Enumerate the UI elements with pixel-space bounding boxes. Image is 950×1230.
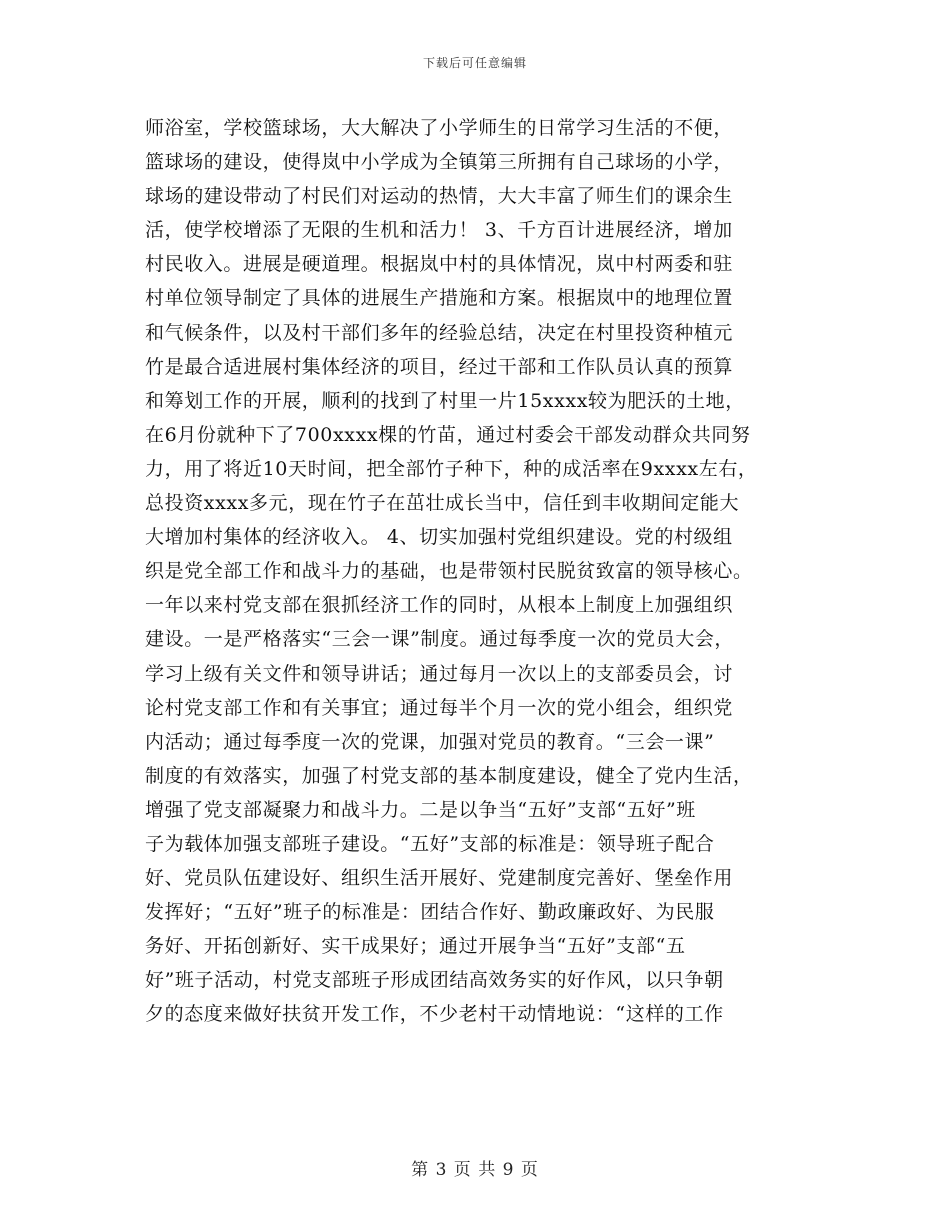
text-line: 论村党支部工作和有关事宜；通过每半个月一次的党小组会，组织党: [145, 696, 734, 719]
body-text: [145, 111, 810, 1032]
text-line: 村单位领导制定了具体的进展生产措施和方案。根据岚中的地理位置: [145, 287, 734, 310]
text-line: 篮球场的建设，使得岚中小学成为全镇第三所拥有自己球场的小学，: [145, 151, 734, 174]
text-line: 夕的态度来做好扶贫开发工作，不少老村干动情地说：“这样的工作: [145, 1003, 724, 1026]
text-line: 务好、开拓创新好、实干成果好；通过开展争当“五好”支部“五: [145, 935, 686, 958]
text-line: 和筹划工作的开展，顺利的找到了村里一片15xxxx较为肥沃的土地，: [145, 389, 745, 412]
text-line: 子为载体加强支部班子建设。“五好”支部的标准是：领导班子配合: [145, 832, 715, 855]
text-line: 和气候条件，以及村干部们多年的经验总结，决定在村里投资种植元: [145, 321, 734, 344]
text-line: 活，使学校增添了无限的生机和活力！ 3、千方百计进展经济，增加: [145, 219, 733, 242]
text-line: 学习上级有关文件和领导讲话；通过每月一次以上的支部委员会，讨: [145, 662, 734, 685]
text-line: 村民收入。进展是硬道理。根据岚中村的具体情况，岚中村两委和驻: [145, 253, 734, 276]
text-line: 织是党全部工作和战斗力的基础，也是带领村民脱贫致富的领导核心。: [145, 560, 753, 583]
text-line: 一年以来村党支部在狠抓经济工作的同时，从根本上制度上加强组织: [145, 594, 734, 617]
page-header: 下载后可任意编辑: [422, 56, 527, 70]
text-line: 发挥好；“五好”班子的标准是：团结合作好、勤政廉政好、为民服: [145, 901, 715, 924]
page-footer: 第 3 页 共 9 页: [411, 1160, 539, 1180]
text-line: 内活动；通过每季度一次的党课，加强对党员的教育。“三会一课”: [145, 730, 715, 753]
text-line: 增强了党支部凝聚力和战斗力。二是以争当“五好”支部“五好”班: [145, 798, 696, 821]
text-line: 师浴室，学校篮球场，大大解决了小学师生的日常学习生活的不便，: [145, 117, 734, 139]
text-line: 球场的建设带动了村民们对运动的热情，大大丰富了师生们的课余生: [145, 185, 734, 208]
text-line: 制度的有效落实，加强了村党支部的基本制度建设，健全了党内生活，: [145, 764, 753, 787]
text-line: 好”班子活动，村党支部班子形成团结高效务实的好作风，以只争朝: [145, 969, 724, 992]
text-line: 在6月份就种下了700xxxx棵的竹苗，通过村委会干部发动群众共同努: [145, 423, 751, 446]
text-line: 竹是最合适进展村集体经济的项目，经过干部和工作队员认真的预算: [145, 355, 734, 378]
text-line: 大增加村集体的经济收入。 4、切实加强村党组织建设。党的村级组: [145, 526, 733, 549]
text-line: 建设。一是严格落实“三会一课”制度。通过每季度一次的党员大会，: [145, 628, 735, 651]
text-line: 力，用了将近10天时间，把全部竹子种下，种的成活率在9xxxx左右，: [145, 457, 758, 480]
text-line: 总投资xxxx多元，现在竹子在茁壮成长当中，信任到丰收期间定能大: [145, 492, 740, 515]
text-line: 好、党员队伍建设好、组织生活开展好、党建制度完善好、堡垒作用: [145, 867, 734, 890]
